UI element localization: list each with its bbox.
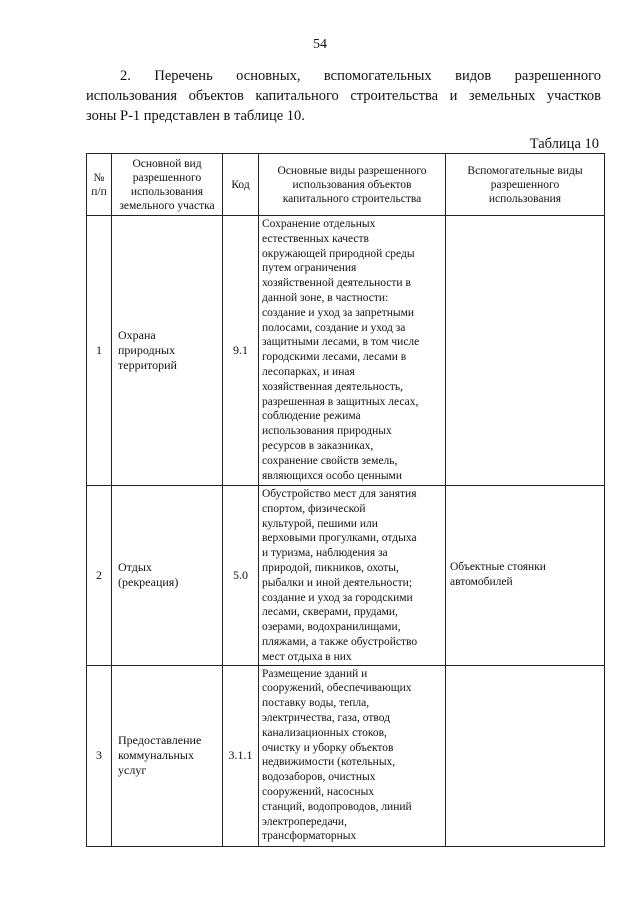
row-main-type bbox=[112, 216, 223, 486]
header-line: Вспомогательные виды bbox=[467, 164, 583, 177]
row-desc-line: использования природных bbox=[262, 425, 392, 438]
row-desc-line: культурой, пешими или bbox=[262, 517, 378, 530]
row-main-type-line: территорий bbox=[118, 358, 177, 372]
header-code bbox=[223, 154, 259, 216]
header-line: земельного участка bbox=[119, 199, 215, 212]
intro-line: зоны Р-1 представлен в таблице 10. bbox=[86, 108, 305, 124]
header-line: Код bbox=[231, 178, 250, 191]
row-aux-uses bbox=[446, 216, 605, 486]
row-desc-line: лесами, скверами, прудами, bbox=[262, 606, 398, 619]
table-caption: Таблица 10 bbox=[529, 136, 599, 152]
header-aux-uses bbox=[446, 154, 605, 216]
row-main-type-line: коммунальных bbox=[118, 748, 194, 763]
header-line: разрешенного bbox=[132, 171, 202, 184]
header-line: использования объектов bbox=[292, 178, 412, 191]
row-desc-line: окружающей природной среды bbox=[262, 247, 415, 260]
row-desc-line: станций, водопроводов, линий bbox=[262, 800, 412, 813]
row-number: 3 bbox=[87, 665, 112, 846]
header-line: Основные виды разрешенного bbox=[277, 164, 427, 177]
row-desc-line: хозяйственной деятельности в bbox=[262, 277, 411, 290]
row-main-uses bbox=[259, 216, 446, 486]
row-main-type-line: Охрана bbox=[118, 328, 156, 342]
header-line: разрешенного bbox=[490, 178, 560, 191]
row-desc-line: путем ограничения bbox=[262, 262, 357, 275]
row-desc-line: хозяйственная деятельность, bbox=[262, 380, 404, 393]
header-line: капитального строительства bbox=[282, 192, 422, 205]
row-code: 5.0 bbox=[223, 486, 259, 666]
row-desc-line: спортом, физической bbox=[262, 502, 366, 515]
row-desc-line: создание и уход за городскими bbox=[262, 591, 413, 604]
row-desc-line: сооружений, насосных bbox=[262, 785, 375, 798]
intro-line: 2. Перечень основных, вспомогательных видов разрешенного bbox=[120, 68, 601, 84]
header-line: Основной вид bbox=[132, 157, 202, 170]
page-number: 54 bbox=[313, 37, 327, 52]
header-num bbox=[87, 154, 112, 216]
zoning-uses-table bbox=[86, 153, 605, 847]
row-desc-line: недвижимости (котельных, bbox=[262, 756, 396, 769]
header-main-type bbox=[112, 154, 223, 216]
row-desc-line: Размещение зданий и bbox=[262, 667, 368, 680]
table-row bbox=[87, 216, 605, 486]
row-desc-line: данной зоне, в частности: bbox=[262, 291, 389, 304]
row-desc-line: мест отдыха в них bbox=[262, 650, 352, 663]
row-desc-line: канализационных стоков, bbox=[262, 726, 387, 739]
row-desc-line: создание и уход за запретными bbox=[262, 306, 415, 319]
row-desc-line: водозаборов, очистных bbox=[262, 771, 376, 784]
row-desc-line: ресурсов в заказниках, bbox=[262, 439, 374, 452]
row-main-type bbox=[112, 486, 223, 666]
row-desc-line: поставку воды, тепла, bbox=[262, 697, 370, 710]
row-code: 9.1 bbox=[223, 216, 259, 486]
row-desc-line: лесопарках, и иная bbox=[262, 365, 355, 378]
row-aux-uses bbox=[446, 665, 605, 846]
header-line: п/п bbox=[91, 185, 107, 198]
row-desc-line: Сохранение отдельных bbox=[262, 218, 376, 230]
row-main-type-line: природных bbox=[118, 343, 176, 357]
row-desc-line: и туризма, наблюдения за bbox=[262, 547, 388, 560]
row-desc-line: электричества, газа, отвод bbox=[262, 711, 390, 724]
row-desc-line: очистку и уборку объектов bbox=[262, 741, 394, 754]
row-desc-line: озерами, водохранилищами, bbox=[262, 621, 401, 634]
row-main-type-line: Предоставление bbox=[118, 733, 202, 748]
intro-paragraph bbox=[86, 66, 601, 126]
row-desc-line: сооружений, обеспечивающих bbox=[262, 682, 412, 695]
header-line: № bbox=[93, 171, 105, 184]
row-desc-line: пляжами, а также обустройство bbox=[262, 635, 418, 648]
row-number: 1 bbox=[87, 216, 112, 486]
row-desc-line: защитными лесами, в том числе bbox=[262, 336, 420, 349]
row-desc-line: сохранение свойств земель, bbox=[262, 454, 398, 467]
row-number: 2 bbox=[87, 486, 112, 666]
row-desc-line: разрешенная в защитных лесах, bbox=[262, 395, 419, 408]
row-code: 3.1.1 bbox=[223, 665, 259, 846]
row-main-type-line: (рекреация) bbox=[118, 575, 179, 590]
table-row bbox=[87, 665, 605, 846]
row-main-type bbox=[112, 665, 223, 846]
row-desc-line: Обустройство мест для занятия bbox=[262, 488, 417, 500]
header-main-uses bbox=[259, 154, 446, 216]
header-line: использования bbox=[488, 192, 562, 205]
row-desc-line: верховыми прогулками, отдыха bbox=[262, 532, 417, 545]
row-aux-line: автомобилей bbox=[450, 576, 513, 589]
row-main-uses bbox=[259, 665, 446, 846]
row-aux-line: Объектные стоянки bbox=[450, 561, 546, 574]
table-row bbox=[87, 486, 605, 666]
row-desc-line: городскими лесами, лесами в bbox=[262, 351, 407, 364]
table-header-row bbox=[87, 154, 605, 216]
row-desc-line: трансформаторных bbox=[262, 830, 357, 843]
row-desc-line: природой, пикников, охоты, bbox=[262, 561, 399, 574]
row-desc-line: рыбалки и иной деятельности; bbox=[262, 576, 413, 589]
row-main-type-line: услуг bbox=[118, 763, 147, 778]
row-main-uses bbox=[259, 486, 446, 666]
row-aux-uses bbox=[446, 486, 605, 666]
row-desc-line: естественных качеств bbox=[262, 232, 369, 245]
row-desc-line: электропередачи, bbox=[262, 815, 347, 828]
intro-line: использования объектов капитального строительства и земельных участков bbox=[86, 88, 601, 104]
row-desc-line: являющихся особо ценными bbox=[262, 469, 402, 482]
row-desc-line: полосами, создание и уход за bbox=[262, 321, 406, 334]
row-main-type-line: Отдых bbox=[118, 560, 152, 575]
row-desc-line: соблюдение режима bbox=[262, 410, 361, 423]
header-line: использования bbox=[130, 185, 204, 198]
